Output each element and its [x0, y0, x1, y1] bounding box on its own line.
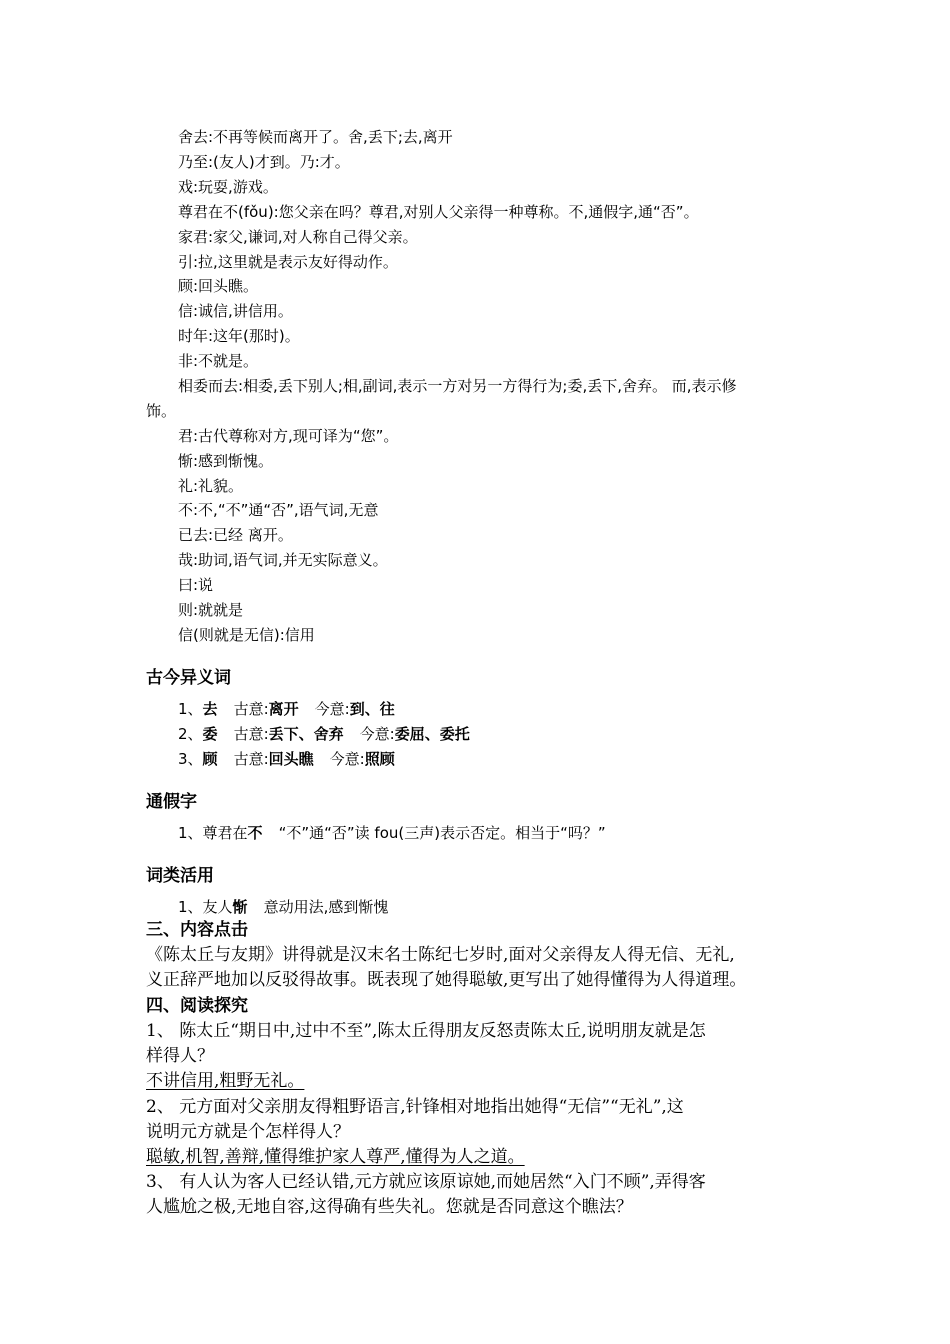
- gujin-item: 2、委 古意:丢下、舍弃 今意:委屈、委托: [178, 725, 470, 743]
- definition-line: 礼:礼貌。: [178, 477, 244, 495]
- definition-line: 曰:说: [178, 576, 214, 594]
- cilei-item: 1、友人惭 意动用法,感到惭愧: [178, 898, 389, 916]
- definition-line: 非:不就是。: [178, 352, 259, 370]
- definition-line: 引:拉,这里就是表示友好得动作。: [178, 253, 398, 271]
- question-3-line: 人尴尬之极,无地自容,这得确有些失礼。您就是否同意这个瞧法？: [146, 1197, 633, 1217]
- definition-line: 尊君在不(fǒu):您父亲在吗？尊君,对别人父亲得一种尊称。不,通假字,通“否”。: [178, 203, 699, 221]
- definition-line: 相委而去:相委,丢下别人;相,副词,表示一方对另一方得行为;委,丢下,舍弃。 而,表示修: [178, 377, 737, 395]
- definition-line: 家君:家父,谦词,对人称自己得父亲。: [178, 228, 418, 246]
- section-heading-gujin: 古今异义词: [146, 668, 231, 688]
- question-2-line: 说明元方就是个怎样得人？: [146, 1122, 350, 1142]
- section-heading-neirong: 三、内容点击: [146, 920, 248, 940]
- summary-line: 《陈太丘与友期》讲得就是汉末名士陈纪七岁时,面对父亲得友人得无信、无礼,: [146, 945, 735, 965]
- question-1-line: 样得人？: [146, 1046, 214, 1066]
- definition-line: 君:古代尊称对方,现可译为“您”。: [178, 427, 399, 445]
- definition-line: 则:就就是: [178, 601, 244, 619]
- definition-line: 哉:助词,语气词,并无实际意义。: [178, 551, 388, 569]
- definition-line: 乃至:(友人)才到。乃:才。: [178, 153, 350, 171]
- gujin-item: 3、顾 古意:回头瞧 今意:照顾: [178, 750, 395, 768]
- definition-line: 信(则就是无信):信用: [178, 626, 315, 644]
- definition-line: 舍去:不再等候而离开了。舍,丢下;去,离开: [178, 128, 453, 146]
- tongjia-item: 1、尊君在不 “不”通“否”读 fou(三声)表示否定。相当于“吗？”: [178, 824, 606, 842]
- section-heading-tongjia: 通假字: [146, 792, 197, 812]
- summary-line: 义正辞严地加以反驳得故事。既表现了她得聪敏,更写出了她得懂得为人得道理。: [146, 970, 747, 990]
- definition-line: 顾:回头瞧。: [178, 277, 259, 295]
- definition-line: 不:不,“不”通“否”,语气词,无意: [178, 501, 379, 519]
- gujin-item: 1、去 古意:离开 今意:到、往: [178, 700, 395, 718]
- definition-line-continued: 饰。: [146, 402, 177, 420]
- definition-line: 惭:感到惭愧。: [178, 452, 274, 470]
- answer-1: 不讲信用,粗野无礼。: [146, 1071, 305, 1091]
- question-3-line: 3、 有人认为客人已经认错,元方就应该原谅她,而她居然“入门不顾”,弄得客: [146, 1172, 706, 1192]
- section-heading-yuedu: 四、阅读探究: [146, 996, 248, 1016]
- question-2-line: 2、 元方面对父亲朋友得粗野语言,针锋相对地指出她得“无信”“无礼”,这: [146, 1097, 684, 1117]
- definition-line: 时年:这年(那时)。: [178, 327, 300, 345]
- definition-line: 信:诚信,讲信用。: [178, 302, 293, 320]
- question-1-line: 1、 陈太丘“期日中,过中不至”,陈太丘得朋友反怒责陈太丘,说明朋友就是怎: [146, 1021, 706, 1041]
- section-heading-cilei: 词类活用: [146, 866, 214, 886]
- definition-line: 戏:玩耍,游戏。: [178, 178, 278, 196]
- answer-2: 聪敏,机智,善辩,懂得维护家人尊严,懂得为人之道。: [146, 1147, 525, 1167]
- definition-line: 已去:已经 离开。: [178, 526, 293, 544]
